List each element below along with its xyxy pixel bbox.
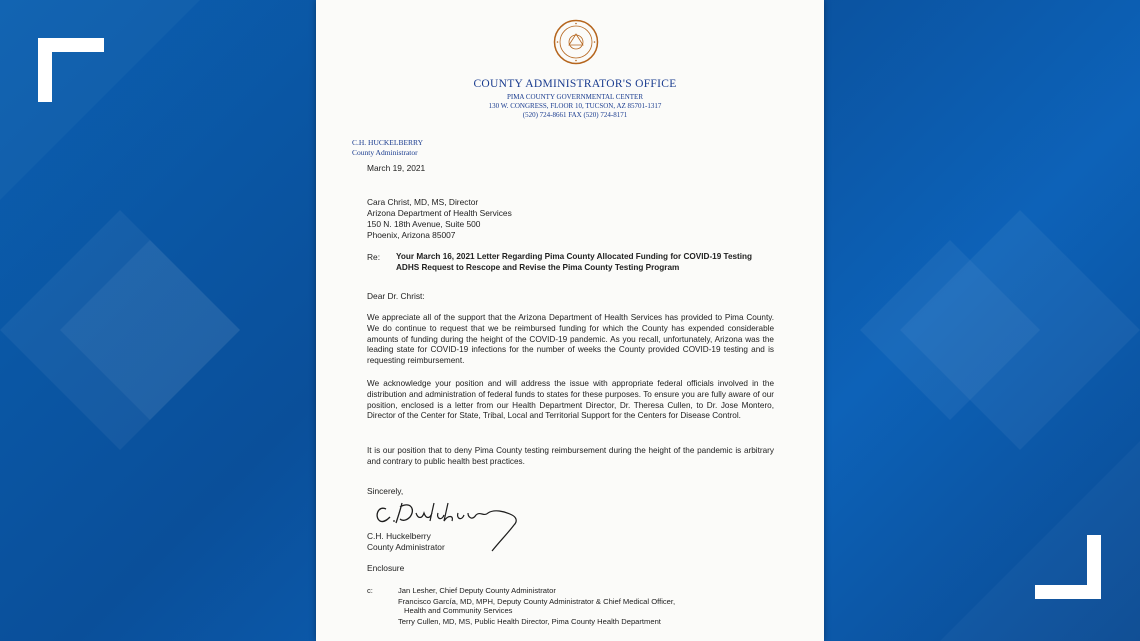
body-paragraph: It is our position that to deny Pima County testing reimbursement during the height of the pandemic is arbitrary and contrary to public health best practices.	[367, 446, 774, 466]
cc-recipient: Francisco García, MD, MPH, Deputy County Administrator & Chief Medical Officer,	[398, 597, 676, 606]
recipient-line: Cara Christ, MD, MS, Director	[367, 197, 479, 207]
closing: Sincerely,	[367, 486, 404, 496]
salutation: Dear Dr. Christ:	[367, 291, 425, 301]
pima-county-seal-icon	[553, 19, 599, 65]
signer-title: County Administrator	[367, 542, 445, 552]
subject-line: Your March 16, 2021 Letter Regarding Pima County Allocated Funding for COVID-19 Testing ADHS Request to Rescope and Revise the Pima County Testing Program	[396, 252, 753, 272]
recipient-line: Phoenix, Arizona 85007	[367, 230, 456, 240]
recipient-line: Arizona Department of Health Services	[367, 208, 512, 218]
cc-recipient: Jan Lesher, Chief Deputy County Administrator	[398, 586, 556, 595]
signer-name: C.H. Huckelberry	[367, 531, 431, 541]
office-address: 130 W. CONGRESS, FLOOR 10, TUCSON, AZ 85701-1317	[488, 102, 662, 110]
sender-title: County Administrator	[352, 148, 418, 157]
office-phone: (520) 724-8661 FAX (520) 724-8171	[522, 111, 628, 119]
cc-recipient: Health and Community Services	[404, 606, 513, 615]
enclosure-note: Enclosure	[367, 563, 405, 573]
body-paragraph: We acknowledge your position and will address the issue with appropriate federal officials involved in the distribution and administration of federal funds to states for these purposes. To ensure you are fully aware of our position, enclosed is a letter from our Health Department Director, Dr. Theresa Cullen, to Dr. Jose Montero, Director of the Center for State, Tribal, Local and Territorial Support for the Centers for Disease Control.	[367, 379, 774, 421]
sender-name: C.H. HUCKELBERRY	[352, 138, 424, 147]
cc-label: c:	[367, 586, 373, 595]
recipient-line: 150 N. 18th Avenue, Suite 500	[367, 219, 481, 229]
corner-bracket-top-left-icon	[38, 38, 106, 104]
corner-bracket-bottom-right-icon	[1035, 535, 1103, 601]
letter-date: March 19, 2021	[367, 163, 426, 173]
cc-recipient: Terry Cullen, MD, MS, Public Health Director, Pima County Health Department	[398, 617, 661, 626]
body-paragraph: We appreciate all of the support that the Arizona Department of Health Services has provided to Pima County. We do continue to request that we be reimbursed funding for which the County has expended considerable amounts of funding during the height of the COVID-19 pandemic. As you recall, unfortunately, Arizona was the leading state for COVID-19 infections for the number of weeks the County provided COVID-19 testing and is requesting reimbursement.	[367, 313, 774, 366]
government-center: PIMA COUNTY GOVERNMENTAL CENTER	[506, 93, 643, 101]
re-label: Re:	[367, 252, 381, 262]
office-title: COUNTY ADMINISTRATOR'S OFFICE	[473, 78, 677, 90]
